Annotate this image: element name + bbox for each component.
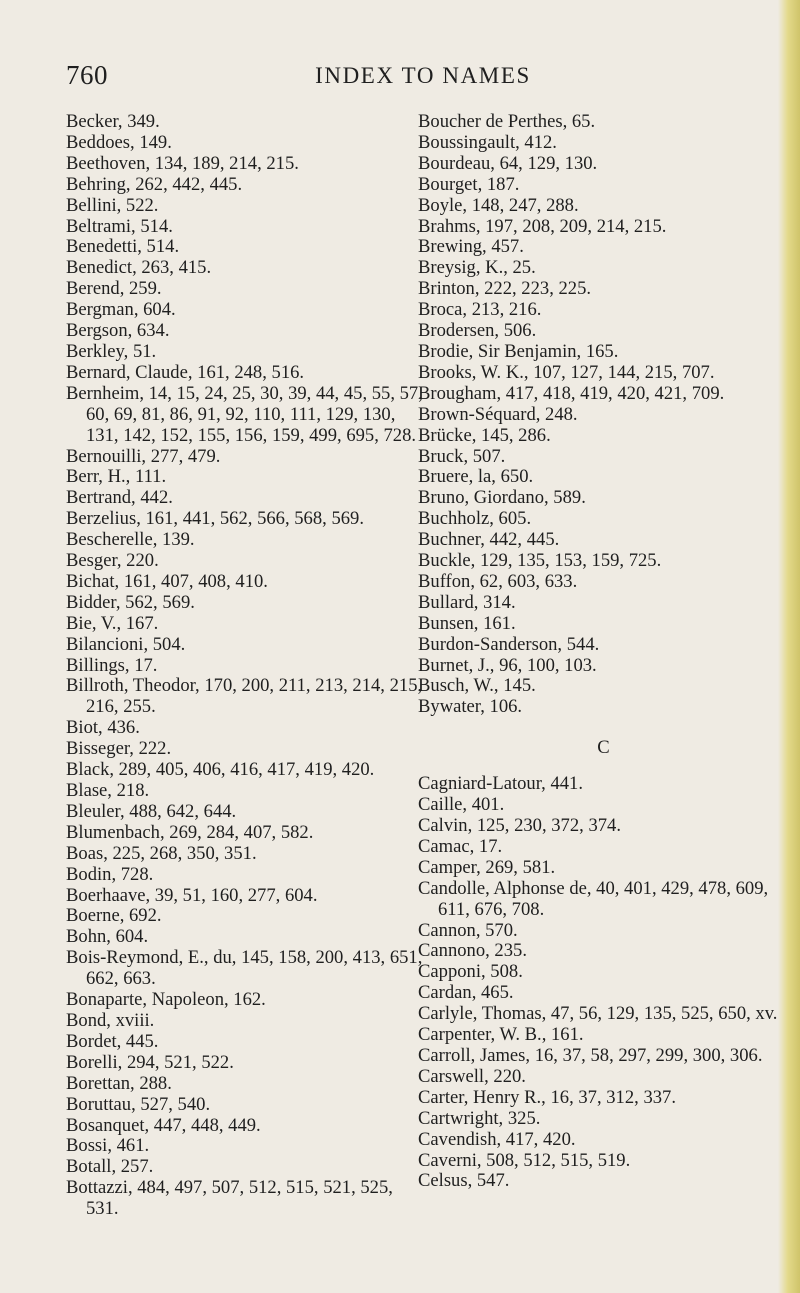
index-entry: Brewing, 457. <box>418 236 524 258</box>
index-entry: Carroll, James, 16, 37, 58, 297, 299, 300, 306. <box>418 1044 763 1066</box>
index-entry: Besger, 220. <box>66 550 159 572</box>
index-entry: Boas, 225, 268, 350, 351. <box>66 842 257 864</box>
index-entry: Borettan, 288. <box>66 1072 172 1094</box>
index-entry: Brougham, 417, 418, 419, 420, 421, 709. <box>418 382 725 404</box>
index-entry: Blase, 218. <box>66 780 150 801</box>
index-entry: Brooks, W. K., 107, 127, 144, 215, 707. <box>418 361 715 383</box>
index-entry: Bie, V., 167. <box>66 612 159 634</box>
index-entry: Cagniard-Latour, 441. <box>418 773 584 795</box>
index-entry: Bidder, 562, 569. <box>66 591 195 613</box>
index-entry: Bosanquet, 447, 448, 449. <box>66 1114 261 1136</box>
index-entry: Blumenbach, 269, 284, 407, 582. <box>66 821 314 843</box>
index-entry: Candolle, Alphonse de, 40, 401, 429, 478, 609, 611, 676, 708. <box>418 877 769 920</box>
index-entry: Bisseger, 222. <box>66 738 172 760</box>
index-entry: Berr, H., 111. <box>66 466 167 488</box>
index-entry: Bescherelle, 139. <box>66 529 195 551</box>
index-entry: Burdon-Sanderson, 544. <box>418 633 600 655</box>
index-entry: Bichat, 161, 407, 408, 410. <box>66 570 268 592</box>
index-entry: Boerhaave, 39, 51, 160, 277, 604. <box>66 884 318 906</box>
index-entry: Bernouilli, 277, 479. <box>66 445 221 467</box>
index-entry: Carter, Henry R., 16, 37, 312, 337. <box>418 1086 676 1108</box>
index-entry: Breysig, K., 25. <box>418 257 536 279</box>
index-entry: Becker, 349. <box>66 111 160 132</box>
index-entry: Behring, 262, 442, 445. <box>66 173 243 195</box>
index-entry: Bohn, 604. <box>66 926 149 948</box>
index-entry: Broca, 213, 216. <box>418 299 542 321</box>
index-entry: Bilancioni, 504. <box>66 633 186 655</box>
index-entry: Calvin, 125, 230, 372, 374. <box>418 815 621 836</box>
index-entry: Carlyle, Thomas, 47, 56, 129, 135, 525, 650, xv. <box>418 1003 778 1025</box>
index-entry: Boerne, 692. <box>66 905 162 927</box>
index-entry: Bernheim, 14, 15, 24, 25, 30, 39, 44, 45, 55, 57, 60, 69, 81, 86, 91, 92, 110, 111, 129, 130, 131, 142, 152, 155, 156, 159, 499, 695, 728. <box>66 382 423 446</box>
index-entry: Bernard, Claude, 161, 248, 516. <box>66 361 305 383</box>
index-column-right <box>418 112 790 1192</box>
index-entry: Capponi, 508. <box>418 961 523 983</box>
index-entry: Bruere, la, 650. <box>418 466 534 488</box>
index-entry: Bullard, 314. <box>418 591 516 613</box>
index-entry: Bergson, 634. <box>66 320 170 342</box>
index-entry: Carswell, 220. <box>418 1065 526 1087</box>
index-entry: Benedict, 263, 415. <box>66 257 212 279</box>
index-entry: Buckle, 129, 135, 153, 159, 725. <box>418 550 662 572</box>
index-entry: Brown-Séquard, 248. <box>418 403 578 425</box>
index-entry: Beddoes, 149. <box>66 131 172 153</box>
index-group-b <box>418 112 790 718</box>
index-entry: Boyle, 148, 247, 288. <box>418 194 579 216</box>
index-entry: Bertrand, 442. <box>66 487 173 509</box>
index-entry: Cannon, 570. <box>418 919 518 941</box>
index-entry: Busch, W., 145. <box>418 675 536 697</box>
index-entry: Bergman, 604. <box>66 299 176 321</box>
index-entry: Buffon, 62, 603, 633. <box>418 570 578 592</box>
index-entry: Billings, 17. <box>66 654 158 676</box>
index-column-left <box>66 112 424 1220</box>
index-entry: Brahms, 197, 208, 209, 214, 215. <box>418 215 667 237</box>
index-entry: Bruno, Giordano, 589. <box>418 487 586 509</box>
index-entry: Carpenter, W. B., 161. <box>418 1024 584 1046</box>
index-entry: Caverni, 508, 512, 515, 519. <box>418 1149 631 1171</box>
index-entry: Bruck, 507. <box>418 445 506 467</box>
index-entry: Buchholz, 605. <box>418 508 532 530</box>
index-entry: Bond, xviii. <box>66 1009 155 1031</box>
index-entry: Cardan, 465. <box>418 982 514 1004</box>
index-entry: Bourdeau, 64, 129, 130. <box>418 152 598 174</box>
index-entry: Celsus, 547. <box>418 1170 510 1192</box>
index-entry: Berzelius, 161, 441, 562, 566, 568, 569. <box>66 508 364 530</box>
index-entry: Brücke, 145, 286. <box>418 424 551 446</box>
index-entry: Berend, 259. <box>66 278 162 300</box>
index-entry: Borelli, 294, 521, 522. <box>66 1051 234 1073</box>
index-entry: Cavendish, 417, 420. <box>418 1128 576 1150</box>
index-entry: Bodin, 728. <box>66 863 154 885</box>
index-entry: Boruttau, 527, 540. <box>66 1093 211 1115</box>
index-entry: Billroth, Theodor, 170, 200, 211, 213, 214, 215, 216, 255. <box>66 675 423 718</box>
page-header <box>66 60 740 100</box>
index-entry: Benedetti, 514. <box>66 236 180 258</box>
index-entry: Bossi, 461. <box>66 1135 150 1157</box>
index-entry: Buchner, 442, 445. <box>418 529 560 551</box>
index-entry: Bordet, 445. <box>66 1030 159 1052</box>
index-entry: Brodie, Sir Benjamin, 165. <box>418 340 619 362</box>
index-entry: Burnet, J., 96, 100, 103. <box>418 654 597 676</box>
index-entry: Botall, 257. <box>66 1156 154 1178</box>
index-entry: Berkley, 51. <box>66 340 157 362</box>
index-entry: Cannono, 235. <box>418 940 527 962</box>
index-entry: Biot, 436. <box>66 717 140 739</box>
index-entry: Camper, 269, 581. <box>418 856 556 878</box>
index-entry: Boussingault, 412. <box>418 131 557 153</box>
index-entry: Brodersen, 506. <box>418 320 537 342</box>
index-group-c <box>418 774 790 1192</box>
section-letter-c: C <box>597 737 611 759</box>
index-entry: Camac, 17. <box>418 835 503 857</box>
index-entry: Bottazzi, 484, 497, 507, 512, 515, 521, 525, 531. <box>66 1177 393 1220</box>
index-entry: Bonaparte, Napoleon, 162. <box>66 989 266 1011</box>
index-entry: Beethoven, 134, 189, 214, 215. <box>66 152 299 174</box>
index-entry: Boucher de Perthes, 65. <box>418 111 596 132</box>
index-entry: Caille, 401. <box>418 794 505 816</box>
index-entry: Bleuler, 488, 642, 644. <box>66 800 237 822</box>
index-entry: Bellini, 522. <box>66 194 159 216</box>
index-entry: Bourget, 187. <box>418 173 520 195</box>
index-entry: Cartwright, 325. <box>418 1107 541 1129</box>
running-head: INDEX TO NAMES <box>315 63 531 88</box>
index-entry: Bunsen, 161. <box>418 612 516 634</box>
index-entry: Brinton, 222, 223, 225. <box>418 278 592 300</box>
index-entry: Black, 289, 405, 406, 416, 417, 419, 420. <box>66 759 375 781</box>
index-entry: Bois-Reymond, E., du, 145, 158, 200, 413, 651, 662, 663. <box>66 947 423 990</box>
index-entry: Beltrami, 514. <box>66 215 173 237</box>
index-entry: Bywater, 106. <box>418 696 523 718</box>
page-number: 760 <box>66 60 108 90</box>
